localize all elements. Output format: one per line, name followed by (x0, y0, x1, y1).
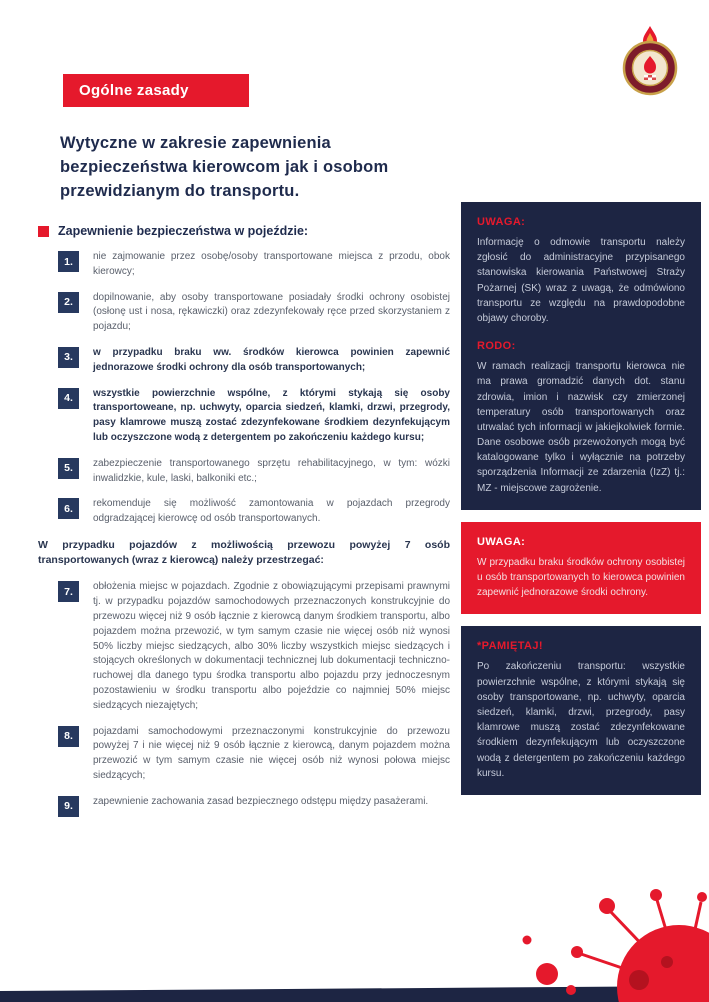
list-item (58, 387, 450, 446)
virus-decoration-icon (509, 862, 709, 1002)
item-number-badge: 8. (58, 726, 79, 747)
list-item (58, 250, 450, 280)
item-text: zabezpieczenie transportowanego sprzętu rehabilitacyjnego, w tym: wózki inwalidzkie, kule, laski, balkoniki etc.; (93, 457, 450, 484)
psp-logo-icon (615, 24, 685, 96)
item-number-badge: 2. (58, 292, 79, 313)
item-number-badge: 7. (58, 581, 79, 602)
rodo-text: W ramach realizacji transportu kierowca nie ma prawa gromadzić danych dot. stanu zdrowia, imion i nazwisk czy zmierzonej temperatury osób transportowanych oraz utrwalać tych informacji w jakiejkolwiek formie. Dane osobowe osób przewożonych mogą być katalogowane tylko i wyłącznie na potrzeby sporządzenia Informacji ze zdarzenia (IzZ) tj.: MZ - miejscowe zagrożenie. (477, 361, 685, 494)
list-item (58, 725, 450, 784)
uwaga-label: UWAGA: (477, 216, 526, 228)
item-text: obłożenia miejsc w pojazdach. Zgodnie z obowiązującymi przepisami prawnymi tj. w przypadku pojazdów samochodowych przeznaczonych konstrukcyjnie do przewozu więcej niż 9 osób łącznie z kierowcą danym środkiem transportu, albo pojazdem można przewozić, w tym samym czasie nie więcej osób niż wynosi 50% liczby miejsc siedzących, albo 30% liczby wszystkich miejsc siedzących i stojących określonych w dokumentacji technicznej lub dokumentacji techniczno-ruchowej dla danego typu środka transportu albo pojazdu przy jednoczesnym pozostawieniu w środku transportu albo pojeździe co najmniej 50% miejsc siedzących niezajętych; (93, 581, 450, 711)
reminder-text: Po zakończeniu transportu: wszystkie powierzchnie wspólne, z którymi stykają się osoby transportowane, np. uchwyty, oparcia siedzeń, klamki, drzwi, przegrody, pasy klamrowe muszą zostać zdezynfekowane środkiem dezynfekującym lub oczyszczone wodą z detergentem po zakończeniu każdego kursu. (477, 661, 685, 779)
red-bullet-icon (38, 226, 49, 237)
list-item (58, 497, 450, 527)
item-text: w przypadku braku ww. środków kierowca powinien zapewnić jednorazowe środki ochrony dla osób transportowanych; (93, 346, 450, 373)
list-item (58, 457, 450, 487)
item-text: zapewnienie zachowania zasad bezpiecznego odstępu między pasażerami. (93, 795, 429, 807)
list-item (58, 580, 450, 713)
item-number-badge: 5. (58, 458, 79, 479)
item-number-badge: 3. (58, 347, 79, 368)
section-header (38, 224, 450, 238)
banner-label: Ogólne zasady (79, 82, 189, 99)
main-content (38, 224, 450, 828)
reminder-box (461, 626, 701, 795)
sidebar (461, 202, 701, 795)
item-number-badge: 4. (58, 388, 79, 409)
list-item (58, 291, 450, 335)
banner (63, 74, 249, 107)
item-text: rekomenduje się możliwość zamontowania w pojazdach przegrody odgradzającej kierowcę od osób transportowanych. (93, 498, 450, 525)
list-item (58, 795, 450, 817)
alert-text: W przypadku braku środków ochrony osobistej u osób transportowanych to kierowca powinien zapewnić jednorazowe środki ochrony. (477, 556, 685, 599)
item-text: nie zajmowanie przez osobę/osoby transportowane miejsca z przodu, obok kierowcy; (93, 251, 450, 277)
rodo-label: RODO: (477, 340, 516, 353)
item-text: dopilnowanie, aby osoby transportowane posiadały środki ochrony osobistej (osłonę ust i nosa, rękawiczki) oraz zdezynfekowały ręce przed skorzystaniem z pojazdu; (93, 291, 450, 333)
item-number-badge: 9. (58, 796, 79, 817)
page-title: Wytyczne w zakresie zapewnienia bezpieczeństwa kierowcom jak i osobom przewidzianym do transportu. (60, 134, 389, 200)
uwaga-text: Informację o odmowie transportu należy zgłosić do administracyjne przypisanego stanowiska kierowania Państwowej Straży Pożarnej (SK) wraz z uwagą, że odmówiono transportu ze względu na prawdopodobne objawy choroby. (477, 237, 685, 324)
alert-label: UWAGA: (477, 535, 526, 548)
section-header-label: Zapewnienie bezpieczeństwa w pojeździe: (58, 224, 309, 238)
item-text: pojazdami samochodowymi przeznaczonymi konstrukcyjnie do przewozu powyżej 7 i nie więcej niż 9 osób łącznie z kierowcą, danym pojazdem można przewozić w tym samym czasie nie więcej osób niż wynosi połowa miejsc siedzących; (93, 725, 450, 781)
item-number-badge: 6. (58, 498, 79, 519)
list-item (58, 346, 450, 376)
subsection-header: W przypadku pojazdów z możliwością przewozu powyżej 7 osób transportowanych (wraz z kierowcą) należy przestrzegać: (38, 538, 450, 567)
item-text: wszystkie powierzchnie wspólne, z którymi stykają się osoby transportoweane, np. uchwyty, oparcia siedzeń, klamki, drzwi, przegrody, pasy klamrowe muszą zostać zdezynfekowane środkiem dezynfekującym lub oczyszczone wodą z detergentem po zakończeniu każdego kursu; (93, 387, 450, 443)
info-box (461, 202, 701, 510)
item-number-badge: 1. (58, 251, 79, 272)
psp-emblem-icon (615, 24, 685, 96)
alert-box (461, 522, 701, 615)
reminder-label: *PAMIĘTAJ! (477, 640, 543, 653)
